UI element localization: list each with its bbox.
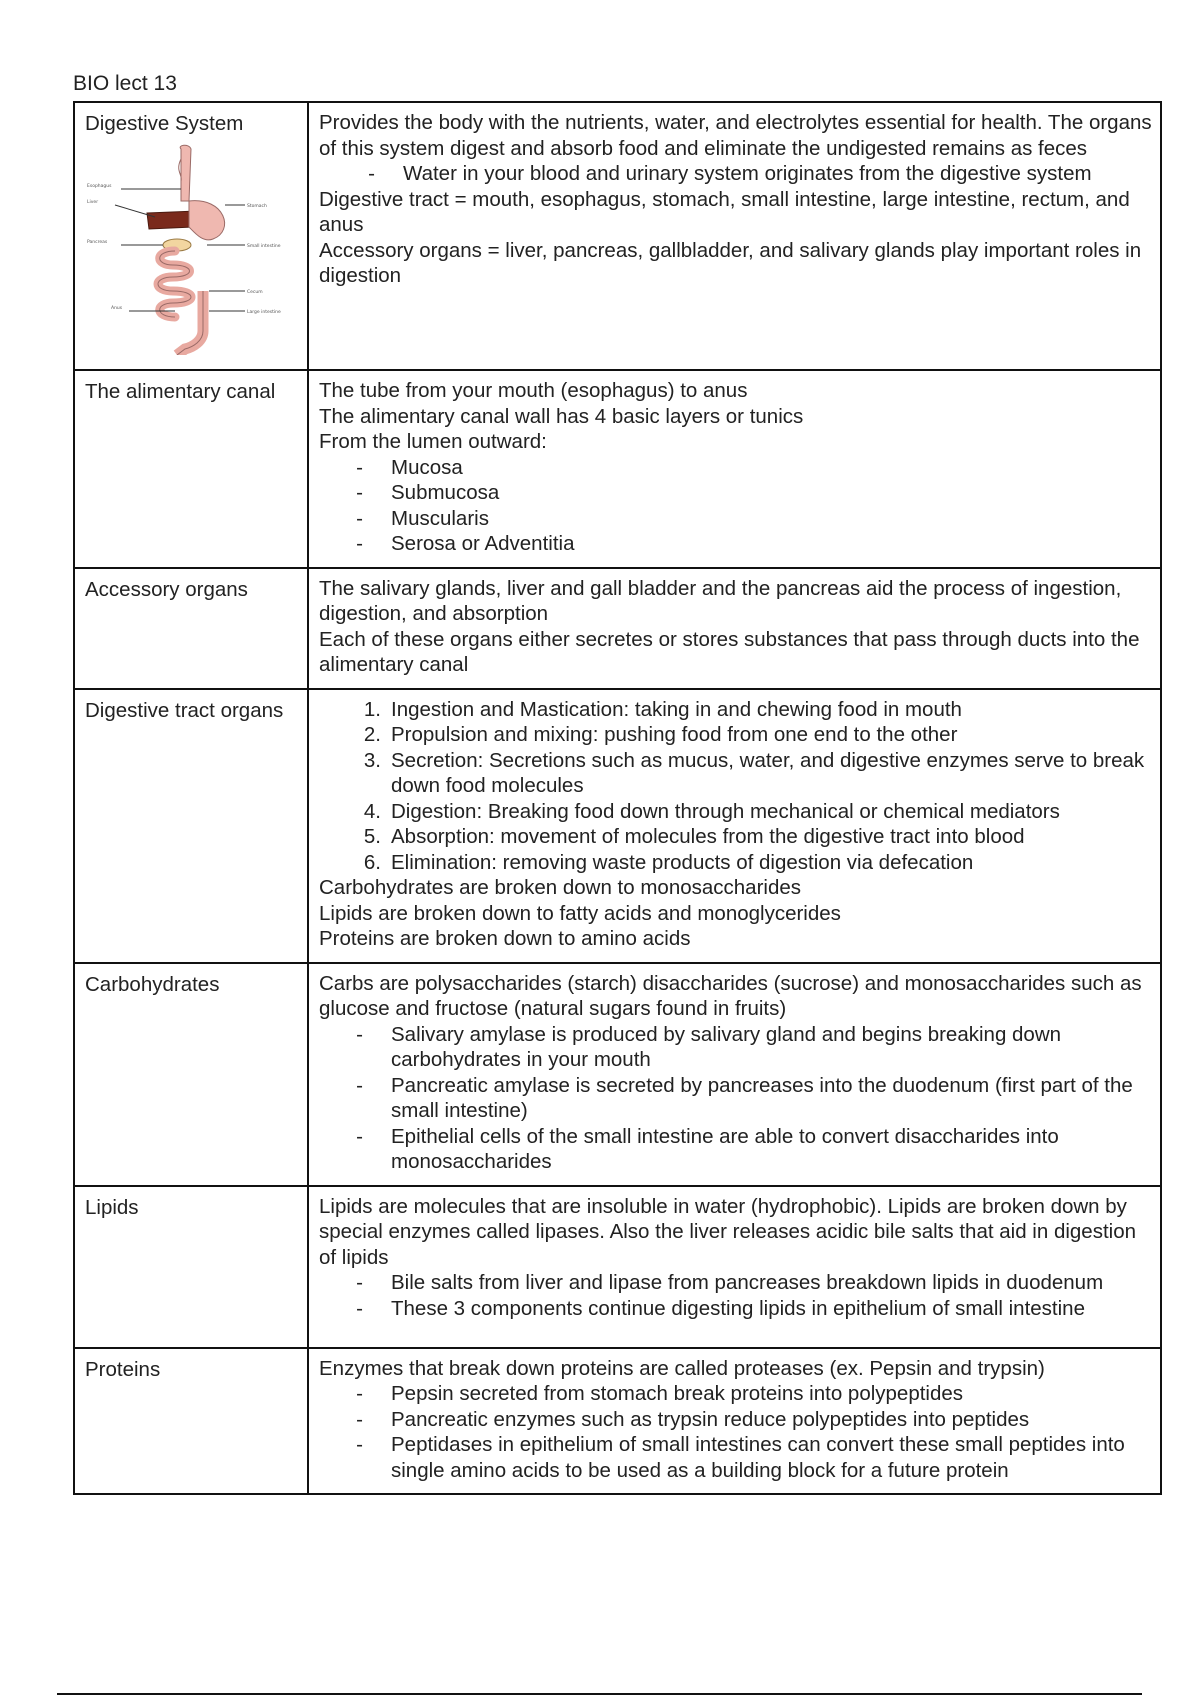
bullet-marker: - — [356, 532, 363, 555]
notes-cell — [308, 568, 1161, 689]
table-row — [74, 102, 1161, 370]
bullet-marker: - — [368, 162, 375, 185]
item-text: Serosa or Adventitia — [391, 532, 575, 555]
diagram-label-cecum: Cecum — [247, 289, 263, 295]
bullet-item — [319, 506, 1152, 532]
item-text: Pepsin secreted from stomach break proteins into polypeptides — [391, 1382, 964, 1405]
table-row — [74, 1348, 1161, 1495]
bullet-item — [319, 455, 1152, 481]
text-line: Lipids are molecules that are insoluble in water (hydrophobic). Lipids are broken down by special enzymes called lipases. Also the liver releases acidic bile salts that aid in digestion of lipids — [319, 1194, 1137, 1269]
item-number: 2. — [363, 723, 381, 746]
item-text: Peptidases in epithelium of small intestines can convert these small peptides into single amino acids to be used as a building block for a future protein — [391, 1433, 1125, 1482]
bullet-item — [319, 1022, 1152, 1073]
text-line: Carbohydrates are broken down to monosaccharides — [319, 876, 802, 899]
bullet-marker: - — [356, 1271, 363, 1294]
bullet-item — [319, 1381, 1152, 1407]
bullet-marker: - — [356, 506, 363, 530]
text-line: The alimentary canal wall has 4 basic layers or tunics — [319, 404, 804, 428]
topic-label: The alimentary canal — [85, 380, 276, 403]
text-line: Accessory organs = liver, pancreas, gallbladder, and salivary glands play important roles in digestion — [319, 238, 1142, 287]
bullet-item — [319, 531, 1152, 557]
bullet-marker: - — [356, 481, 363, 504]
bullet-marker: - — [356, 1296, 363, 1320]
item-number: 6. — [363, 850, 381, 874]
bullet-marker: - — [356, 1407, 363, 1431]
topic-cell — [74, 963, 308, 1186]
numbered-item — [319, 799, 1152, 825]
numbered-item — [319, 748, 1152, 799]
item-text: Water in your blood and urinary system originates from the digestive system — [403, 162, 1092, 185]
item-text: Bile salts from liver and lipase from pancreases breakdown lipids in duodenum — [391, 1271, 1104, 1294]
text-line: Enzymes that break down proteins are called proteases (ex. Pepsin and trypsin) — [319, 1356, 1045, 1380]
text-line: Provides the body with the nutrients, water, and electrolytes essential for health. The organs of this system digest and absorb food and eliminate the undigested remains as feces — [319, 111, 1152, 160]
item-text: Absorption: movement of molecules from the digestive tract into blood — [391, 825, 1025, 848]
topic-cell — [74, 689, 308, 963]
item-number: 5. — [363, 825, 381, 848]
topic-cell — [74, 102, 308, 370]
bullet-marker: - — [356, 1073, 363, 1097]
item-text: Salivary amylase is produced by salivary gland and begins breaking down carbohydrates in your mouth — [391, 1022, 1062, 1071]
text-line: The tube from your mouth (esophagus) to anus — [319, 379, 748, 402]
item-text: Elimination: removing waste products of digestion via defecation — [391, 850, 974, 874]
diagram-label-esophagus: Esophagus — [87, 183, 112, 189]
item-text: Submucosa — [391, 481, 500, 504]
topic-cell — [74, 1348, 308, 1495]
bullet-marker: - — [356, 1382, 363, 1405]
text-line: Carbs are polysaccharides (starch) disaccharides (sucrose) and monosaccharides such as glucose and fructose (natural sugars found in fruits) — [319, 971, 1142, 1020]
item-text: Propulsion and mixing: pushing food from one end to the other — [391, 723, 958, 746]
numbered-item — [319, 824, 1152, 850]
bullet-marker: - — [356, 1433, 363, 1456]
bullet-item — [319, 161, 1152, 187]
bullet-item — [319, 1432, 1152, 1483]
notes-cell — [308, 963, 1161, 1186]
topic-label: Digestive tract organs — [85, 698, 284, 722]
item-text: Muscularis — [391, 506, 489, 530]
bullet-marker: - — [356, 1124, 363, 1148]
diagram-label-liver: Liver — [87, 199, 99, 205]
bullet-marker: - — [356, 455, 363, 479]
table-row — [74, 568, 1161, 689]
topic-cell — [74, 370, 308, 568]
item-number: 3. — [363, 748, 381, 772]
numbered-item — [319, 697, 1152, 723]
document-title: BIO lect 13 — [73, 72, 177, 95]
topic-cell — [74, 1186, 308, 1348]
bullet-item — [319, 1124, 1152, 1175]
diagram-label-small-intestine: Small intestine — [247, 243, 281, 249]
diagram-label-large-intestine: Large intestine — [247, 309, 281, 315]
digestive-system-diagram — [85, 141, 295, 355]
table-row — [74, 963, 1161, 1186]
numbered-item — [319, 722, 1152, 748]
footer-divider — [57, 1693, 1142, 1695]
bullet-item — [319, 1270, 1152, 1296]
notes-cell — [308, 102, 1161, 370]
topic-label: Accessory organs — [85, 577, 248, 601]
table-row — [74, 1186, 1161, 1348]
item-number: 1. — [363, 697, 381, 721]
numbered-item — [319, 850, 1152, 876]
item-text: Mucosa — [391, 455, 463, 479]
item-text: Pancreatic enzymes such as trypsin reduce polypeptides into peptides — [391, 1407, 1030, 1431]
bullet-item — [319, 1073, 1152, 1124]
bullet-item — [319, 1407, 1152, 1433]
bullet-marker: - — [356, 1022, 363, 1046]
item-text: Digestion: Breaking food down through mechanical or chemical mediators — [391, 799, 1060, 823]
bullet-item — [319, 1296, 1152, 1322]
topic-label: Carbohydrates — [85, 972, 220, 996]
diagram-label-pancreas: Pancreas — [87, 239, 108, 245]
text-line: Proteins are broken down to amino acids — [319, 927, 691, 950]
item-text: Epithelial cells of the small intestine are able to convert disaccharides into monosaccharides — [391, 1124, 1059, 1173]
item-text: These 3 components continue digesting lipids in epithelium of small intestine — [391, 1296, 1085, 1320]
item-text: Pancreatic amylase is secreted by pancreases into the duodenum (first part of the small intestine) — [391, 1073, 1133, 1122]
item-number: 4. — [363, 799, 381, 823]
topic-label: Lipids — [85, 1195, 139, 1219]
table-row — [74, 689, 1161, 963]
notes-cell — [308, 1186, 1161, 1348]
notes-table — [73, 101, 1162, 1495]
item-text: Ingestion and Mastication: taking in and chewing food in mouth — [391, 697, 962, 721]
topic-label: Proteins — [85, 1357, 161, 1381]
bullet-item — [319, 480, 1152, 506]
table-row — [74, 370, 1161, 568]
item-text: Secretion: Secretions such as mucus, water, and digestive enzymes serve to break down food molecules — [391, 748, 1145, 797]
topic-label: Digestive System — [85, 112, 244, 135]
notes-cell — [308, 1348, 1161, 1495]
diagram-label-anus: Anus — [111, 305, 123, 311]
text-line: Lipids are broken down to fatty acids and monoglycerides — [319, 901, 841, 925]
text-line: The salivary glands, liver and gall bladder and the pancreas aid the process of ingestion, digestion, and absorption — [319, 576, 1122, 625]
notes-cell — [308, 370, 1161, 568]
notes-cell — [308, 689, 1161, 963]
text-line: From the lumen outward: — [319, 430, 547, 453]
topic-cell — [74, 568, 308, 689]
text-line: Each of these organs either secretes or stores substances that pass through ducts into the alimentary canal — [319, 627, 1140, 676]
text-line: Digestive tract = mouth, esophagus, stomach, small intestine, large intestine, rectum, and anus — [319, 187, 1130, 236]
diagram-label-stomach: Stomach — [247, 203, 267, 209]
